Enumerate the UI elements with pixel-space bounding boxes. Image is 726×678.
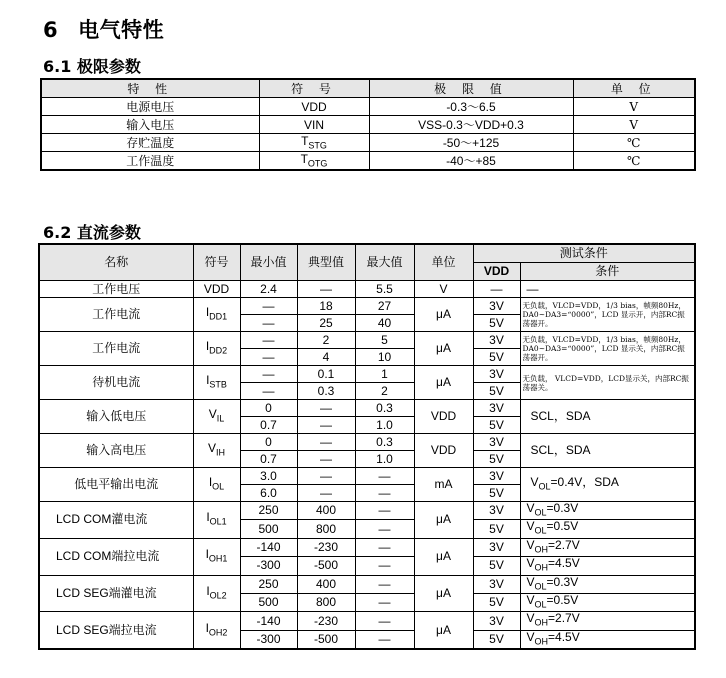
- cond-subscript: OL: [534, 580, 547, 591]
- dc-unit: μA: [414, 612, 473, 649]
- dc-row: [39, 298, 695, 315]
- dc-max: 5: [355, 332, 414, 349]
- dc-vdd: 5V: [473, 557, 520, 575]
- dc-typ: —: [297, 281, 355, 298]
- dc-max: 10: [355, 349, 414, 366]
- dc-typ: —: [297, 434, 355, 451]
- symbol-text: I: [205, 546, 209, 561]
- limits-unit: ℃: [573, 152, 695, 171]
- dc-typ: —: [297, 485, 355, 502]
- dc-row: [39, 538, 695, 556]
- dc-condition: [520, 520, 695, 538]
- dc-name: 低电平输出电流: [39, 468, 193, 502]
- limits-row: [41, 134, 695, 152]
- dc-name: LCD SEG端拉电流: [39, 612, 193, 649]
- symbol-text: I: [205, 304, 210, 319]
- cond-text: $V_{OH}=2.7V$: [526, 538, 580, 555]
- limits-name: 输入电压: [41, 116, 259, 134]
- dc-vdd: 3V: [473, 502, 520, 520]
- dc-name: 工作电流: [39, 332, 193, 366]
- dc-vdd: 5V: [473, 485, 520, 502]
- dc-typ: 400: [297, 575, 355, 593]
- dc-max: 27: [355, 298, 414, 315]
- symbol-text: VDD: [203, 281, 230, 296]
- dc-typ: -500: [297, 630, 355, 649]
- dc-unit: μA: [414, 502, 473, 539]
- dc-typ: 25: [297, 315, 355, 332]
- symbol-subscript: DD2: [209, 345, 228, 356]
- limits-name: 电源电压: [41, 98, 259, 116]
- dc-condition: [520, 612, 695, 630]
- limits-col-symbol: 符 号: [259, 79, 369, 98]
- dc-min: 0: [240, 400, 297, 417]
- symbol-text: T: [300, 152, 308, 167]
- symbol-text: T: [301, 134, 309, 149]
- limits-heading: 6.1 极限参数: [43, 57, 141, 76]
- dc-unit: VDD: [414, 400, 473, 434]
- dc-col-min: 最小值: [240, 244, 297, 281]
- dc-table: [38, 243, 696, 650]
- dc-row: [39, 575, 695, 593]
- cond-subscript: OH: [534, 636, 549, 647]
- cond-text: $V_{OH}=2.7V$: [526, 611, 580, 628]
- dc-min: —: [240, 383, 297, 400]
- dc-symbol: [193, 468, 240, 502]
- symbol-subscript: OL2: [209, 590, 227, 601]
- limits-table-body: [41, 98, 695, 171]
- dc-typ: 800: [297, 520, 355, 538]
- dc-max: 1.0: [355, 451, 414, 468]
- dc-symbol: [193, 575, 240, 612]
- dc-condition: [520, 538, 695, 556]
- dc-vdd: 5V: [473, 451, 520, 468]
- dc-condition: SCL，SDA: [520, 400, 695, 434]
- section-number: 6: [43, 18, 59, 42]
- dc-unit: VDD: [414, 434, 473, 468]
- dc-condition: [520, 630, 695, 649]
- limits-symbol: [259, 134, 369, 152]
- symbol-subscript: STB: [209, 379, 227, 390]
- dc-col-cond: 条件: [520, 263, 695, 281]
- dc-max: 2: [355, 383, 414, 400]
- cond-text: $V_{OL}=0.5V$: [526, 593, 579, 610]
- limits-symbol: [259, 98, 369, 116]
- dc-typ: —: [297, 451, 355, 468]
- dc-min: -140: [240, 538, 297, 556]
- cond-subscript: OH: [534, 617, 549, 628]
- dc-symbol: [193, 400, 240, 434]
- dc-row: [39, 502, 695, 520]
- dc-typ: 800: [297, 593, 355, 611]
- dc-unit: V: [414, 281, 473, 298]
- dc-min: —: [240, 366, 297, 383]
- dc-condition: [520, 557, 695, 575]
- symbol-text: I: [205, 620, 209, 635]
- section-title-text: 电气特性: [78, 18, 165, 42]
- limits-row: [41, 98, 695, 116]
- symbol-text: I: [205, 338, 210, 353]
- dc-row: [39, 366, 695, 383]
- dc-max: 1.0: [355, 417, 414, 434]
- dc-condition: 无负载， VLCD=VDD，LCD显示关，内部RC振荡器关。: [520, 366, 695, 400]
- dc-vdd: 3V: [473, 538, 520, 556]
- cond-subscript: OL: [538, 481, 551, 492]
- dc-name: LCD COM灌电流: [39, 502, 193, 539]
- cond-subscript: OH: [534, 544, 549, 555]
- cond-subscript: OL: [534, 525, 547, 536]
- symbol-subscript: OH1: [208, 553, 228, 564]
- dc-name: 工作电流: [39, 298, 193, 332]
- dc-row: [39, 400, 695, 417]
- dc-typ: -230: [297, 612, 355, 630]
- dc-symbol: [193, 538, 240, 575]
- dc-typ: —: [297, 400, 355, 417]
- dc-vdd: 3V: [473, 612, 520, 630]
- dc-condition: SCL，SDA: [520, 434, 695, 468]
- dc-max: —: [355, 485, 414, 502]
- dc-max: 0.3: [355, 434, 414, 451]
- limits-value: -40～+85: [369, 152, 573, 171]
- symbol-text: VIN: [303, 117, 324, 132]
- dc-name: LCD SEG端灌电流: [39, 575, 193, 612]
- symbol-subscript: OL1: [209, 516, 227, 527]
- dc-min: -140: [240, 612, 297, 630]
- dc-col-vdd: VDD: [473, 263, 520, 281]
- dc-unit: μA: [414, 366, 473, 400]
- limits-value: -50～+125: [369, 134, 573, 152]
- dc-max: —: [355, 612, 414, 630]
- dc-row: [39, 332, 695, 349]
- dc-typ: —: [297, 468, 355, 485]
- dc-min: —: [240, 349, 297, 366]
- cond-text: $V_{OL}=0.3V$: [526, 575, 579, 591]
- dc-max: —: [355, 630, 414, 649]
- dc-condition: [520, 593, 695, 611]
- dc-typ: -500: [297, 557, 355, 575]
- dc-symbol: [193, 298, 240, 332]
- symbol-subscript: IL: [216, 413, 225, 424]
- dc-max: 40: [355, 315, 414, 332]
- dc-col-max: 最大值: [355, 244, 414, 281]
- symbol-subscript: STG: [308, 140, 327, 151]
- symbol-subscript: IH: [216, 447, 225, 458]
- limits-col-unit: 单 位: [573, 79, 695, 98]
- limits-symbol: [259, 152, 369, 171]
- symbol-text: I: [206, 510, 210, 525]
- dc-unit: μA: [414, 298, 473, 332]
- cond-text: $V_{OL}=0.3V$: [526, 501, 579, 518]
- dc-vdd: 3V: [473, 332, 520, 349]
- symbol-subscript: OH2: [208, 626, 228, 637]
- dc-typ: 4: [297, 349, 355, 366]
- limits-unit: ℃: [573, 134, 695, 152]
- limits-header-row: [41, 79, 695, 98]
- dc-max: 1: [355, 366, 414, 383]
- dc-symbol: [193, 612, 240, 649]
- dc-min: -300: [240, 630, 297, 649]
- cond-text: $V_{OL}=0.4V$，SDA: [530, 474, 619, 492]
- dc-typ: 18: [297, 298, 355, 315]
- cond-text: $V_{OL}=0.5V$: [526, 519, 579, 536]
- dc-name: 待机电流: [39, 366, 193, 400]
- dc-max: 5.5: [355, 281, 414, 298]
- cond-text: $V_{OH}=4.5V$: [526, 630, 580, 647]
- dc-vdd: 5V: [473, 593, 520, 611]
- dc-max: —: [355, 468, 414, 485]
- dc-min: 0.7: [240, 451, 297, 468]
- limits-symbol: [259, 116, 369, 134]
- dc-min: —: [240, 315, 297, 332]
- dc-vdd: 3V: [473, 400, 520, 417]
- limits-value: VSS-0.3～VDD+0.3: [369, 116, 573, 134]
- dc-col-symbol: 符号: [193, 244, 240, 281]
- dc-header-row: [39, 244, 695, 263]
- dc-unit: μA: [414, 332, 473, 366]
- dc-max: —: [355, 520, 414, 538]
- dc-min: 2.4: [240, 281, 297, 298]
- dc-vdd: 3V: [473, 434, 520, 451]
- dc-vdd: 3V: [473, 575, 520, 593]
- symbol-text: I: [206, 583, 210, 598]
- dc-typ: 0.3: [297, 383, 355, 400]
- dc-vdd: 5V: [473, 349, 520, 366]
- symbol-text: V: [208, 406, 217, 421]
- dc-min: 0.7: [240, 417, 297, 434]
- dc-condition: 无负载，VLCD=VDD，1/3 bias，帧频80Hz，DA0~DA3=“0000”，LCD 显示开，内部RC振荡器开。: [520, 298, 695, 332]
- dc-heading: 6.2 直流参数: [43, 223, 141, 242]
- cond-subscript: OL: [534, 599, 547, 610]
- dc-vdd: 5V: [473, 417, 520, 434]
- dc-condition: —: [520, 281, 695, 298]
- limits-table: [40, 78, 696, 171]
- dc-vdd: 5V: [473, 520, 520, 538]
- dc-max: —: [355, 557, 414, 575]
- dc-vdd: 5V: [473, 383, 520, 400]
- limits-col-name: 特 性: [41, 79, 259, 98]
- limits-name: 存贮温度: [41, 134, 259, 152]
- dc-typ: 2: [297, 332, 355, 349]
- dc-vdd: 3V: [473, 468, 520, 485]
- dc-vdd: 5V: [473, 315, 520, 332]
- dc-row: [39, 468, 695, 485]
- dc-row: [39, 434, 695, 451]
- cond-subscript: OL: [534, 507, 547, 518]
- dc-min: 500: [240, 520, 297, 538]
- dc-max: —: [355, 502, 414, 520]
- dc-typ: —: [297, 417, 355, 434]
- dc-condition: 无负载，VLCD=VDD，1/3 bias，帧频80Hz，DA0~DA3=“0000”，LCD 显示关，内部RC振荡器开。: [520, 332, 695, 366]
- limits-col-value: 极 限 值: [369, 79, 573, 98]
- dc-name: LCD COM端拉电流: [39, 538, 193, 575]
- dc-condition: [520, 575, 695, 593]
- dc-col-test: 测试条件: [473, 244, 695, 263]
- dc-unit: μA: [414, 538, 473, 575]
- dc-vdd: 3V: [473, 366, 520, 383]
- limits-row: [41, 152, 695, 171]
- section-title: [43, 14, 164, 44]
- symbol-text: I: [208, 474, 213, 489]
- cond-text: $V_{OH}=4.5V$: [526, 556, 580, 573]
- dc-condition: [520, 468, 695, 502]
- dc-row: [39, 281, 695, 298]
- dc-min: 3.0: [240, 468, 297, 485]
- dc-max: —: [355, 538, 414, 556]
- dc-symbol: [193, 366, 240, 400]
- dc-vdd: 5V: [473, 630, 520, 649]
- dc-min: 250: [240, 575, 297, 593]
- dc-symbol: [193, 434, 240, 468]
- dc-vdd: 3V: [473, 298, 520, 315]
- dc-condition: [520, 502, 695, 520]
- dc-symbol: [193, 281, 240, 298]
- dc-min: 6.0: [240, 485, 297, 502]
- dc-typ: 400: [297, 502, 355, 520]
- dc-name: 输入高电压: [39, 434, 193, 468]
- symbol-text: I: [206, 372, 210, 387]
- symbol-subscript: OL: [212, 481, 225, 492]
- dc-typ: -230: [297, 538, 355, 556]
- dc-min: -300: [240, 557, 297, 575]
- dc-min: —: [240, 298, 297, 315]
- dc-name: 输入低电压: [39, 400, 193, 434]
- limits-name: 工作温度: [41, 152, 259, 171]
- symbol-text: V: [207, 440, 216, 455]
- cond-subscript: OH: [534, 562, 549, 573]
- dc-col-typ: 典型值: [297, 244, 355, 281]
- dc-max: —: [355, 593, 414, 611]
- dc-unit: μA: [414, 575, 473, 612]
- limits-row: [41, 116, 695, 134]
- dc-typ: 0.1: [297, 366, 355, 383]
- dc-name: 工作电压: [39, 281, 193, 298]
- dc-unit: mA: [414, 468, 473, 502]
- symbol-text: VDD: [301, 99, 327, 114]
- symbol-subscript: DD1: [209, 311, 228, 322]
- limits-unit: V: [573, 116, 695, 134]
- dc-vdd: —: [473, 281, 520, 298]
- dc-row: [39, 612, 695, 630]
- dc-max: 0.3: [355, 400, 414, 417]
- dc-symbol: [193, 502, 240, 539]
- dc-max: —: [355, 575, 414, 593]
- dc-col-unit: 单位: [414, 244, 473, 281]
- dc-table-body: [39, 281, 695, 650]
- dc-min: —: [240, 332, 297, 349]
- dc-min: 250: [240, 502, 297, 520]
- dc-symbol: [193, 332, 240, 366]
- dc-col-name: 名称: [39, 244, 193, 281]
- dc-min: 0: [240, 434, 297, 451]
- dc-min: 500: [240, 593, 297, 611]
- limits-value: -0.3～6.5: [369, 98, 573, 116]
- symbol-subscript: OTG: [307, 158, 328, 169]
- limits-unit: V: [573, 98, 695, 116]
